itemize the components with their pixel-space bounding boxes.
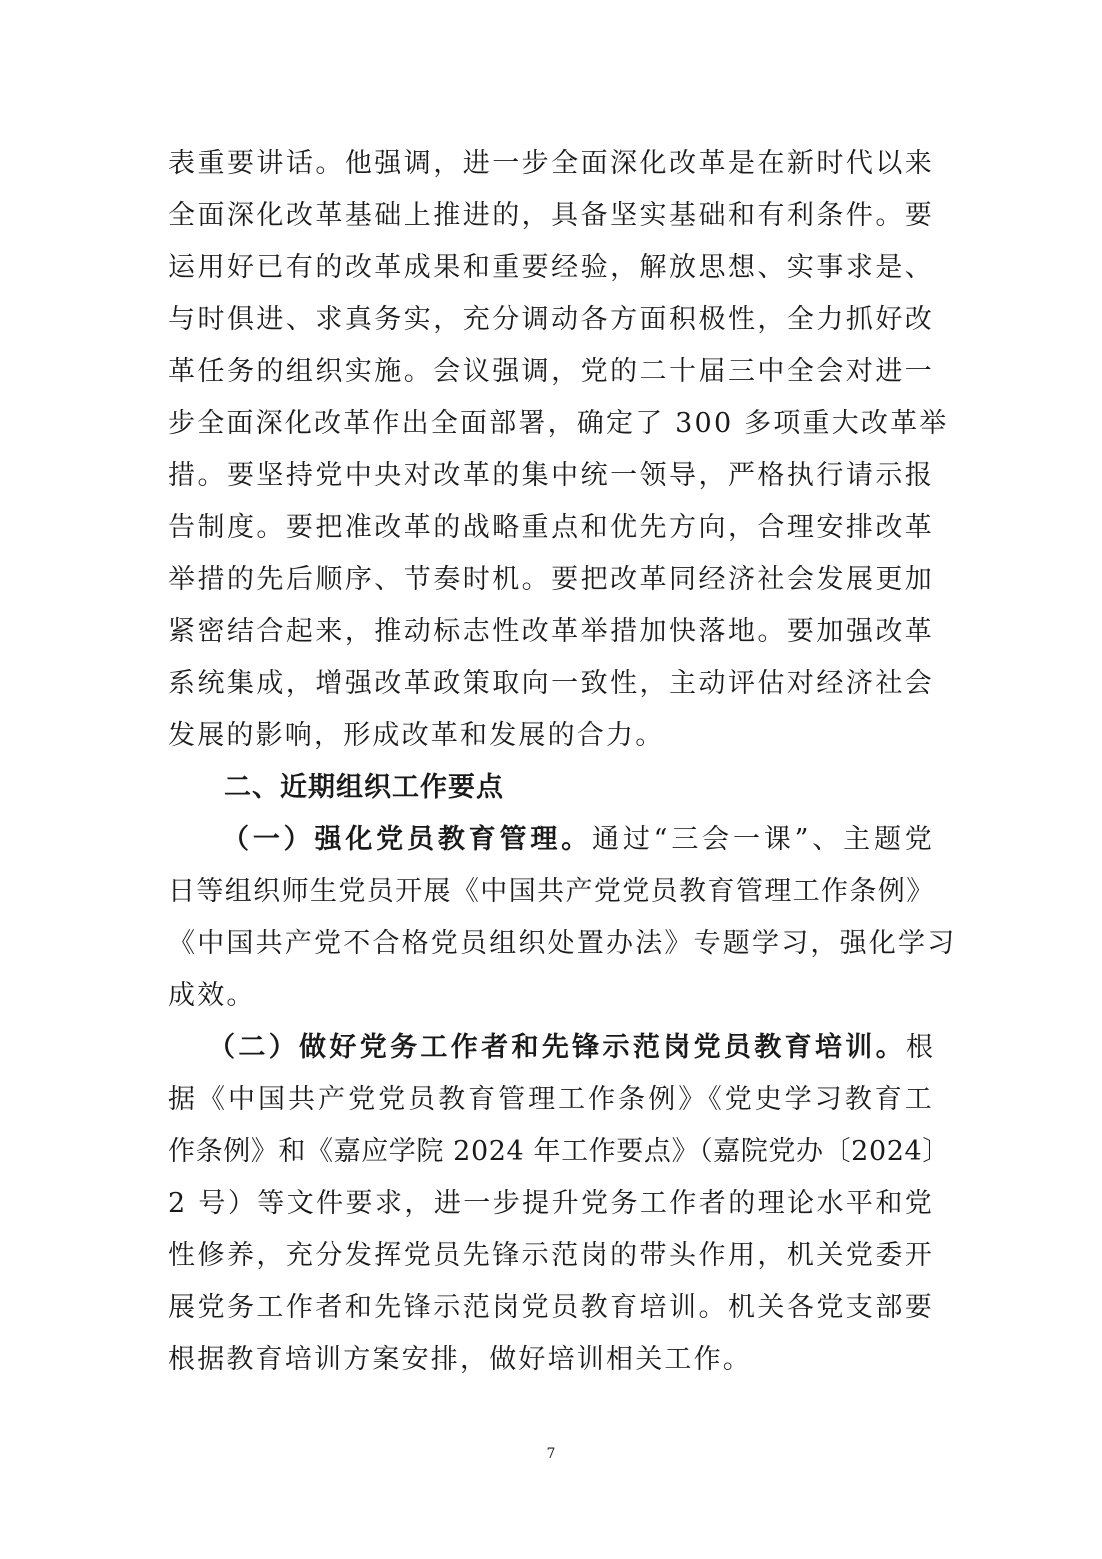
page-number: 7	[546, 1446, 556, 1462]
body-text-line: 运用好已有的改革成果和重要经验，解放思想、实事求是、	[168, 252, 934, 283]
body-text-line: 措。要坚持党中央对改革的集中统一领导，严格执行请示报	[168, 460, 934, 491]
body-text-line: 与时俱进、求真务实，充分调动各方面积极性，全力抓好改	[168, 304, 934, 335]
item-first-line	[168, 1022, 934, 1074]
body-text-line: 表重要讲话。他强调，进一步全面深化改革是在新时代以来	[168, 148, 934, 179]
item-title: （二）做好党务工作者和先锋示范岗党员教育培训。	[208, 1032, 906, 1063]
body-text-line: 紧密结合起来，推动标志性改革举措加快落地。要加强改革	[168, 616, 934, 647]
document-body	[168, 138, 957, 1386]
body-text-line: 根据教育培训方案安排，做好培训相关工作。	[168, 1344, 752, 1375]
body-text-line: 2 号）等文件要求，进一步提升党务工作者的理论水平和党	[168, 1188, 934, 1219]
item-first-line	[168, 814, 934, 866]
item-title: （一）强化党员教育管理。	[222, 824, 593, 855]
item-text: 通过“三会一课”、主题党	[592, 824, 934, 855]
body-text-line: 革任务的组织实施。会议强调，党的二十届三中全会对进一	[168, 356, 934, 387]
body-text-line: 成效。	[168, 980, 256, 1011]
body-text-line: 性修养，充分发挥党员先锋示范岗的带头作用，机关党委开	[168, 1240, 934, 1271]
body-text-line: 告制度。要把准改革的战略重点和优先方向，合理安排改革	[168, 512, 934, 543]
body-text-line: 发展的影响，形成改革和发展的合力。	[168, 720, 665, 751]
section-heading: 二、近期组织工作要点	[224, 772, 504, 803]
body-text-line: 举措的先后顺序、节奏时机。要把改革同经济社会发展更加	[168, 564, 934, 595]
paragraph-reform-speech	[168, 138, 949, 762]
body-text-line: 日等组织师生党员开展《中国共产党党员教育管理工作条例》	[168, 876, 934, 907]
item-party-worker-training	[168, 1022, 950, 1386]
body-text-line: 展党务工作者和先锋示范岗党员教育培训。机关各党支部要	[168, 1292, 934, 1323]
body-text-line: 系统集成，增强改革政策取向一致性，主动评估对经济社会	[168, 668, 934, 699]
body-text-line: 《中国共产党不合格党员组织处置办法》专题学习，强化学习	[168, 928, 957, 959]
body-text-line: 步全面深化改革作出全面部署，确定了 300 多项重大改革举	[168, 408, 949, 439]
body-text-line: 全面深化改革基础上推进的，具备坚实基础和有利条件。要	[168, 200, 934, 231]
item-text: 根	[906, 1032, 934, 1063]
body-text-line: 据《中国共产党党员教育管理工作条例》《党史学习教育工	[168, 1084, 934, 1115]
body-text-line: 作条例》和《嘉应学院 2024 年工作要点》（嘉院党办〔2024〕	[168, 1136, 950, 1167]
item-party-member-education	[168, 814, 957, 1022]
